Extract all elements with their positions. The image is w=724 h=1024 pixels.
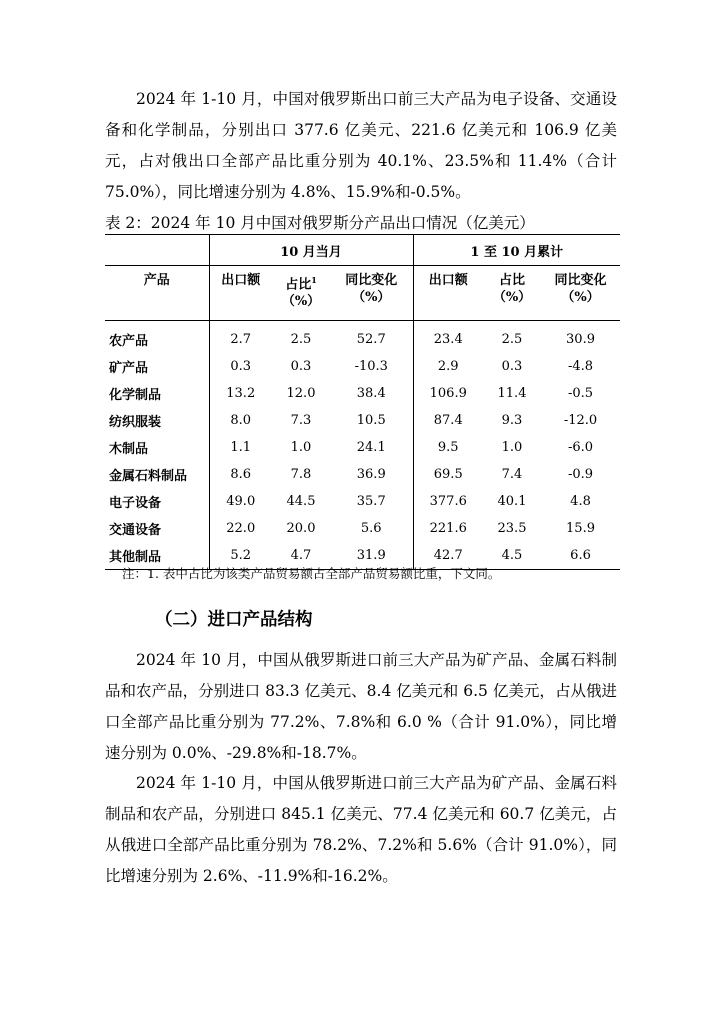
row-month-share: 44.5 <box>286 494 316 509</box>
row-month-share: 20.0 <box>286 521 316 536</box>
header-cumulative-share <box>483 266 541 321</box>
header-cumulative-share-label: 占比 <box>498 273 525 288</box>
row-cumulative-export: 377.6 <box>429 494 467 509</box>
row-cumulative-yoy: 30.9 <box>566 332 595 347</box>
row-cumulative-export: 87.4 <box>433 413 463 428</box>
row-month-export: 8.6 <box>230 467 252 482</box>
row-month-yoy: 24.1 <box>330 434 413 461</box>
row-product-name: 纺织服装 <box>105 407 209 434</box>
row-product-name: 矿产品 <box>105 353 209 380</box>
row-month-yoy: 52.7 <box>330 321 413 354</box>
row-cumulative-share: 1.0 <box>501 440 523 455</box>
row-cumulative-yoy: 15.9 <box>566 521 595 536</box>
row-month-yoy: 10.5 <box>330 407 413 434</box>
table-row <box>105 488 620 515</box>
header-blank-cell <box>105 235 209 266</box>
row-cumulative-export: 106.9 <box>429 386 467 401</box>
paragraph-export-top3-cumulative: 2024 年 1-10 月，中国对俄罗斯出口前三大产品为电子设备、交通设备和化学制品，分别出口 377.6 亿美元、221.6 亿美元和 106.9 亿美元，占对俄出口全部产品比重分别为 40.1%、23.5%和 11.4%（合计 75.0%），同比增速分别为 4.8%、15.9%和-0.5%。 <box>105 90 617 201</box>
header-group-month: 10 月当月 <box>209 235 413 266</box>
row-month-export: 2.7 <box>230 332 252 347</box>
row-product-name: 化学制品 <box>105 380 209 407</box>
row-cumulative-share: 0.3 <box>501 359 523 374</box>
row-cumulative-yoy: -12.0 <box>563 413 598 428</box>
row-month-export: 0.3 <box>230 359 252 374</box>
row-product-name: 农产品 <box>105 321 209 354</box>
header-group-cumulative: 1 至 10 月累计 <box>413 235 620 266</box>
row-cumulative-share: 9.3 <box>501 413 523 428</box>
row-month-yoy: 35.7 <box>330 488 413 515</box>
header-month-share-label: 占比 <box>285 277 312 293</box>
row-cumulative-export: 69.5 <box>433 467 463 482</box>
row-cumulative-share: 40.1 <box>497 494 527 509</box>
row-month-export: 49.0 <box>226 494 256 509</box>
header-month-yoy-label: 同比变化 <box>345 273 398 288</box>
table-body <box>105 321 620 570</box>
header-month-yoy-unit: （%） <box>352 290 391 305</box>
row-month-export: 8.0 <box>230 413 252 428</box>
row-product-name: 金属石料制品 <box>105 461 209 488</box>
row-month-export: 22.0 <box>226 521 256 536</box>
row-month-yoy: 31.9 <box>330 542 413 570</box>
export-by-product-table <box>105 234 620 570</box>
row-product-name: 其他制品 <box>105 542 209 570</box>
row-cumulative-export: 2.9 <box>437 359 459 374</box>
paragraph-import-top3-cumulative: 2024 年 1-10 月，中国从俄罗斯进口前三大产品为矿产品、金属石料制品和农产品，分别进口 845.1 亿美元、77.4 亿美元和 60.7 亿美元，占从俄进口全部产品比重分别为 78.2%、7.2%和 5.6%（合计 91.0%），同比增速分别为 2.6%、-11.9%和-16.2%。 <box>105 774 617 885</box>
row-cumulative-yoy: -0.5 <box>567 386 594 401</box>
paragraph-import-top3-october: 2024 年 10 月，中国从俄罗斯进口前三大产品为矿产品、金属石料制品和农产品，分别进口 83.3 亿美元、8.4 亿美元和 6.5 亿美元，占从俄进口全部产品比重分别为 77.2%、7.8%和 6.0 %（合计 91.0%），同比增速分别为 0.0%、-29.8%和-18.7%。 <box>105 651 617 762</box>
row-cumulative-yoy: -4.8 <box>567 359 594 374</box>
row-product-name: 电子设备 <box>105 488 209 515</box>
table-row <box>105 380 620 407</box>
row-cumulative-share: 7.4 <box>501 467 523 482</box>
row-cumulative-yoy: 6.6 <box>570 548 591 563</box>
table-footnote: 注：1. 表中占比为该类产品贸易额占全部产品贸易额比重，下文同。 <box>122 566 501 581</box>
row-month-share: 0.3 <box>290 359 312 374</box>
header-cumulative-yoy-unit: （%） <box>561 290 600 305</box>
table-row <box>105 353 620 380</box>
row-cumulative-yoy: -0.9 <box>567 467 594 482</box>
row-product-name: 交通设备 <box>105 515 209 542</box>
table-row <box>105 321 620 354</box>
row-month-share: 12.0 <box>286 386 316 401</box>
row-month-export: 13.2 <box>226 386 256 401</box>
row-cumulative-share: 11.4 <box>497 386 527 401</box>
table-row <box>105 434 620 461</box>
row-month-yoy: 5.6 <box>330 515 413 542</box>
table-caption: 表 2：2024 年 10 月中国对俄罗斯分产品出口情况（亿美元） <box>105 214 535 232</box>
table-row <box>105 407 620 434</box>
row-cumulative-share: 4.5 <box>501 548 523 563</box>
section-heading-import-structure: （二）进口产品结构 <box>155 610 313 630</box>
row-cumulative-yoy: -6.0 <box>567 440 594 455</box>
table-row <box>105 461 620 488</box>
header-product: 产品 <box>105 266 209 321</box>
header-cumulative-export: 出口额 <box>413 266 483 321</box>
row-cumulative-export: 221.6 <box>429 521 467 536</box>
header-month-export: 出口额 <box>209 266 272 321</box>
row-month-yoy: 38.4 <box>330 380 413 407</box>
row-month-share: 7.3 <box>290 413 312 428</box>
header-month-share <box>272 266 330 321</box>
footnote-marker: 1 <box>311 275 317 285</box>
header-cumulative-yoy-label: 同比变化 <box>554 273 607 288</box>
row-month-yoy: 36.9 <box>330 461 413 488</box>
row-month-share: 2.5 <box>290 332 312 347</box>
row-cumulative-yoy: 4.8 <box>570 494 591 509</box>
row-month-share: 4.7 <box>290 548 312 563</box>
row-month-share: 7.8 <box>290 467 312 482</box>
row-cumulative-share: 2.5 <box>501 332 523 347</box>
header-cumulative-share-unit: （%） <box>492 290 532 305</box>
row-month-export: 1.1 <box>230 440 252 455</box>
row-month-export: 5.2 <box>230 548 252 563</box>
row-cumulative-export: 9.5 <box>437 440 459 455</box>
header-month-share-unit: （%） <box>281 294 321 310</box>
row-cumulative-export: 42.7 <box>433 548 463 563</box>
row-product-name: 木制品 <box>105 434 209 461</box>
header-month-yoy <box>330 266 413 321</box>
table-row <box>105 515 620 542</box>
row-month-share: 1.0 <box>290 440 312 455</box>
row-month-yoy: -10.3 <box>330 353 413 380</box>
row-cumulative-export: 23.4 <box>433 332 463 347</box>
header-cumulative-yoy <box>541 266 620 321</box>
row-cumulative-share: 23.5 <box>497 521 527 536</box>
